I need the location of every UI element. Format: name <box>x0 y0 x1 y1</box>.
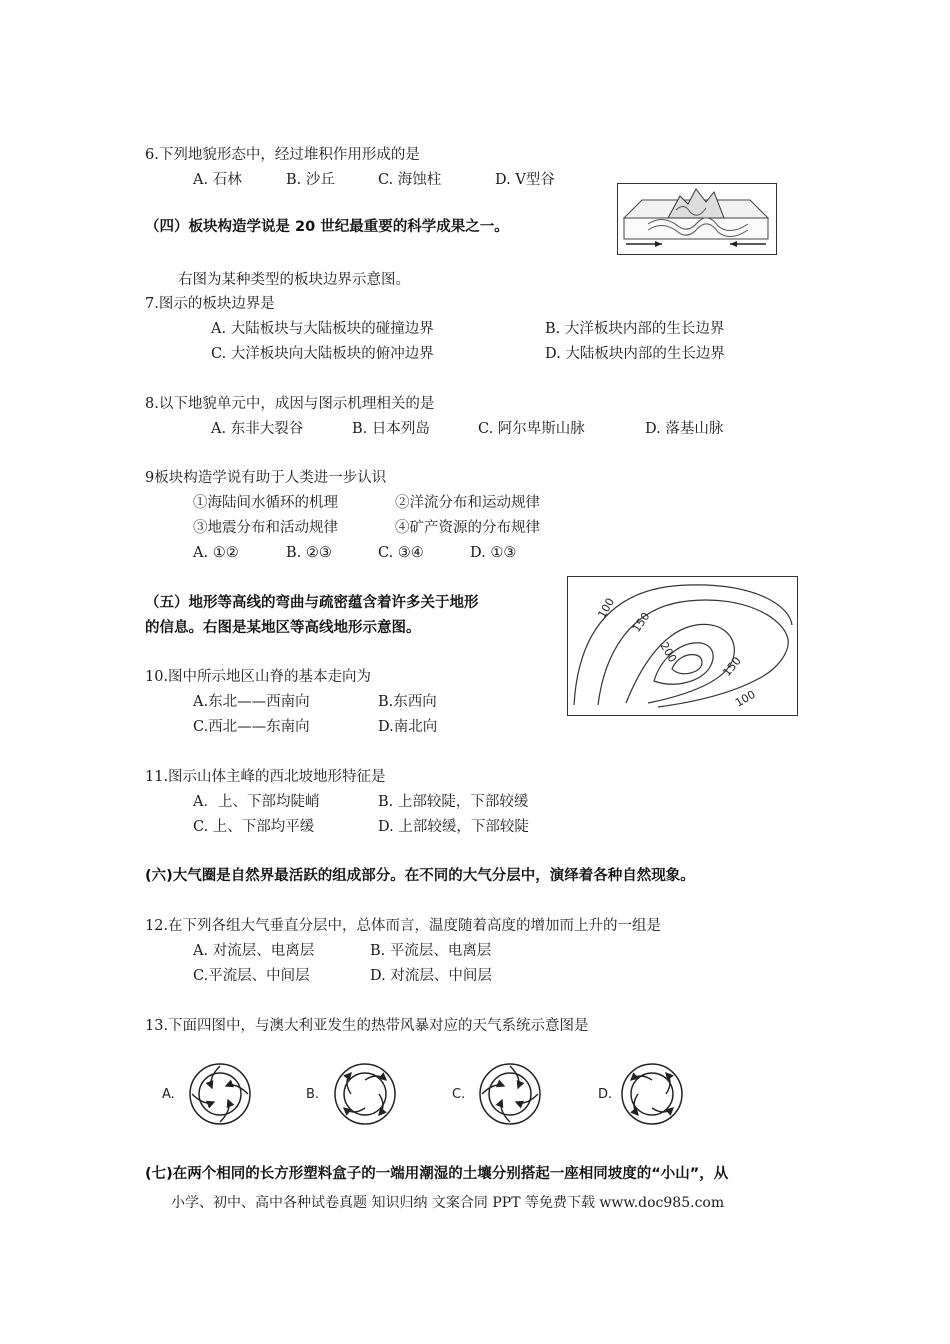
q11-option-b: B. 上部较陡，下部较缓 <box>378 794 529 810</box>
q12-option-a: A. 对流层、电离层 <box>193 943 315 959</box>
q11-option-c: C. 上、下部均平缓 <box>193 819 315 835</box>
diagram-label-a: A. <box>162 1087 175 1102</box>
q10-option-b: B.东西向 <box>378 694 437 710</box>
q7-option-b: B. 大洋板块内部的生长边界 <box>545 321 725 337</box>
section-5-line-2: 的信息。右图是某地区等高线地形示意图。 <box>145 620 421 636</box>
q7-option-c: C. 大洋板块向大陆板块的俯冲边界 <box>211 346 434 362</box>
diagram-d <box>622 1064 682 1124</box>
q12-stem: 12.在下列各组大气垂直分层中，总体而言，温度随着高度的增加而上升的一组是 <box>145 918 662 934</box>
q11-option-a: A．上、下部均陡峭 <box>193 794 320 810</box>
section-4-intro: 右图为某种类型的板块边界示意图。 <box>178 272 410 288</box>
q10-option-c: C.西北——东南向 <box>193 719 310 735</box>
q11-stem: 11.图示山体主峰的西北坡地形特征是 <box>145 769 386 785</box>
q9-item-4: ④矿产资源的分布规律 <box>395 520 540 536</box>
q9-option-c: C. ③④ <box>378 545 424 561</box>
contour-label-150-top: 150 <box>629 610 653 635</box>
contour-label-100-bottom: 100 <box>733 687 758 710</box>
plate-boundary-figure <box>617 183 777 255</box>
contour-map-figure <box>567 576 798 716</box>
q6-option-c: C. 海蚀柱 <box>378 172 442 188</box>
section-7-title: (七)在两个相同的长方形塑料盒子的一端用潮湿的土壤分别搭起一座相同坡度的“小山”，从 <box>145 1166 729 1182</box>
diagram-label-c: C. <box>452 1087 466 1102</box>
diagram-a <box>190 1064 250 1124</box>
diagram-label-b: B. <box>306 1087 320 1102</box>
q7-option-a: A. 大陆板块与大陆板块的碰撞边界 <box>211 321 434 337</box>
page-footer: 小学、初中、高中各种试卷真题 知识归纳 文案合同 PPT 等免费下载 www.doc985.com <box>171 1195 725 1211</box>
diagram-b <box>335 1064 395 1124</box>
section-5-line-1: （五）地形等高线的弯曲与疏密蕴含着许多关于地形 <box>145 595 479 611</box>
section-6-title: (六)大气圈是自然界最活跃的组成部分。在不同的大气分层中，演绎着各种自然现象。 <box>145 868 695 884</box>
q12-option-d: D. 对流层、中间层 <box>370 968 492 984</box>
contour-label-200: 200 <box>657 640 680 665</box>
weather-system-diagrams <box>160 1058 720 1138</box>
diagram-c <box>480 1064 540 1124</box>
q6-stem: 6.下列地貌形态中，经过堆积作用形成的是 <box>145 147 420 163</box>
diagram-label-d: D. <box>598 1087 613 1102</box>
q9-stem: 9板块构造学说有助于人类进一步认识 <box>145 470 387 486</box>
q6-option-d: D. V型谷 <box>495 172 555 188</box>
q13-stem: 13.下面四图中，与澳大利亚发生的热带风暴对应的天气系统示意图是 <box>145 1018 589 1034</box>
q11-option-d: D. 上部较缓，下部较陡 <box>378 819 529 835</box>
q9-option-b: B. ②③ <box>286 545 332 561</box>
q7-option-d: D. 大陆板块内部的生长边界 <box>545 346 725 362</box>
q6-option-a: A. 石林 <box>193 172 242 188</box>
q8-option-c: C. 阿尔卑斯山脉 <box>478 421 585 437</box>
q9-item-2: ②洋流分布和运动规律 <box>395 495 540 511</box>
section-4-title: （四）板块构造学说是 20 世纪最重要的科学成果之一。 <box>145 219 509 235</box>
q8-option-a: A. 东非大裂谷 <box>211 421 304 437</box>
q10-stem: 10.图中所示地区山脊的基本走向为 <box>145 669 372 685</box>
q7-stem: 7.图示的板块边界是 <box>145 296 275 312</box>
q6-option-b: B. 沙丘 <box>286 172 335 188</box>
q12-option-c: C.平流层、中间层 <box>193 968 310 984</box>
contour-label-100-top: 100 <box>595 595 618 621</box>
q8-stem: 8.以下地貌单元中，成因与图示机理相关的是 <box>145 396 435 412</box>
q9-option-a: A. ①② <box>193 545 239 561</box>
q8-option-d: D. 落基山脉 <box>645 421 724 437</box>
q9-item-3: ③地震分布和活动规律 <box>193 520 338 536</box>
q8-option-b: B. 日本列岛 <box>352 421 430 437</box>
q9-item-1: ①海陆间水循环的机理 <box>193 495 338 511</box>
q10-option-d: D.南北向 <box>378 719 438 735</box>
q9-option-d: D. ①③ <box>470 545 517 561</box>
q12-option-b: B. 平流层、电离层 <box>370 943 492 959</box>
q10-option-a: A.东北——西南向 <box>193 694 310 710</box>
contour-label-150-bottom: 150 <box>720 654 744 679</box>
